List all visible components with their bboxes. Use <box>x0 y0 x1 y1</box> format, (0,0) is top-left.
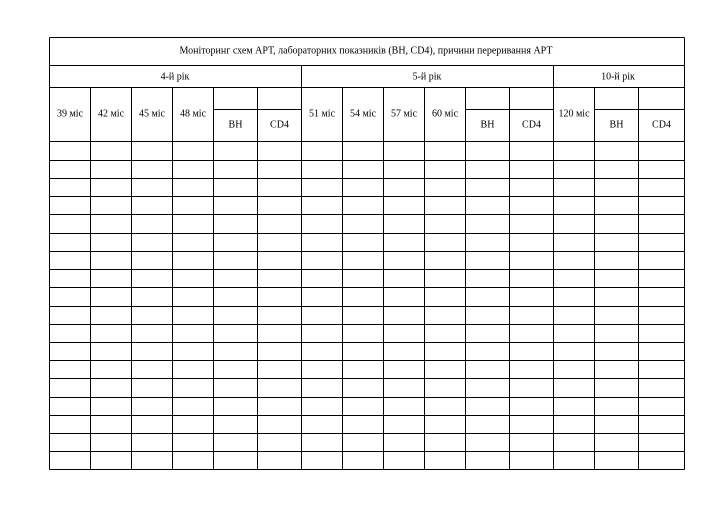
month-54: 54 міс <box>349 108 377 120</box>
lab-cd4-5: CD4 <box>522 119 541 131</box>
month-39: 39 міс <box>56 108 84 120</box>
lab-vn-10: ВН <box>609 119 624 131</box>
year-header-10: 10-й рік <box>601 71 635 83</box>
lab-vn-5: ВН <box>480 119 495 131</box>
month-42: 42 міс <box>97 108 125 120</box>
table-title: Моніторинг схем АРТ, лабораторних показників (ВН, CD4), причини переривання АРТ <box>179 45 553 57</box>
month-51: 51 міс <box>308 108 336 120</box>
year-header-4: 4-й рік <box>160 71 190 83</box>
month-57: 57 міс <box>390 108 418 120</box>
lab-cd4-10: CD4 <box>652 119 671 131</box>
month-60: 60 міс <box>431 108 459 120</box>
month-45: 45 міс <box>138 108 166 120</box>
table-grid-lines <box>50 38 685 470</box>
month-48: 48 міс <box>179 108 207 120</box>
lab-vn-4: ВН <box>228 119 243 131</box>
month-120: 120 міс <box>558 108 590 120</box>
lab-cd4-4: CD4 <box>270 119 289 131</box>
year-header-5: 5-й рік <box>412 71 442 83</box>
